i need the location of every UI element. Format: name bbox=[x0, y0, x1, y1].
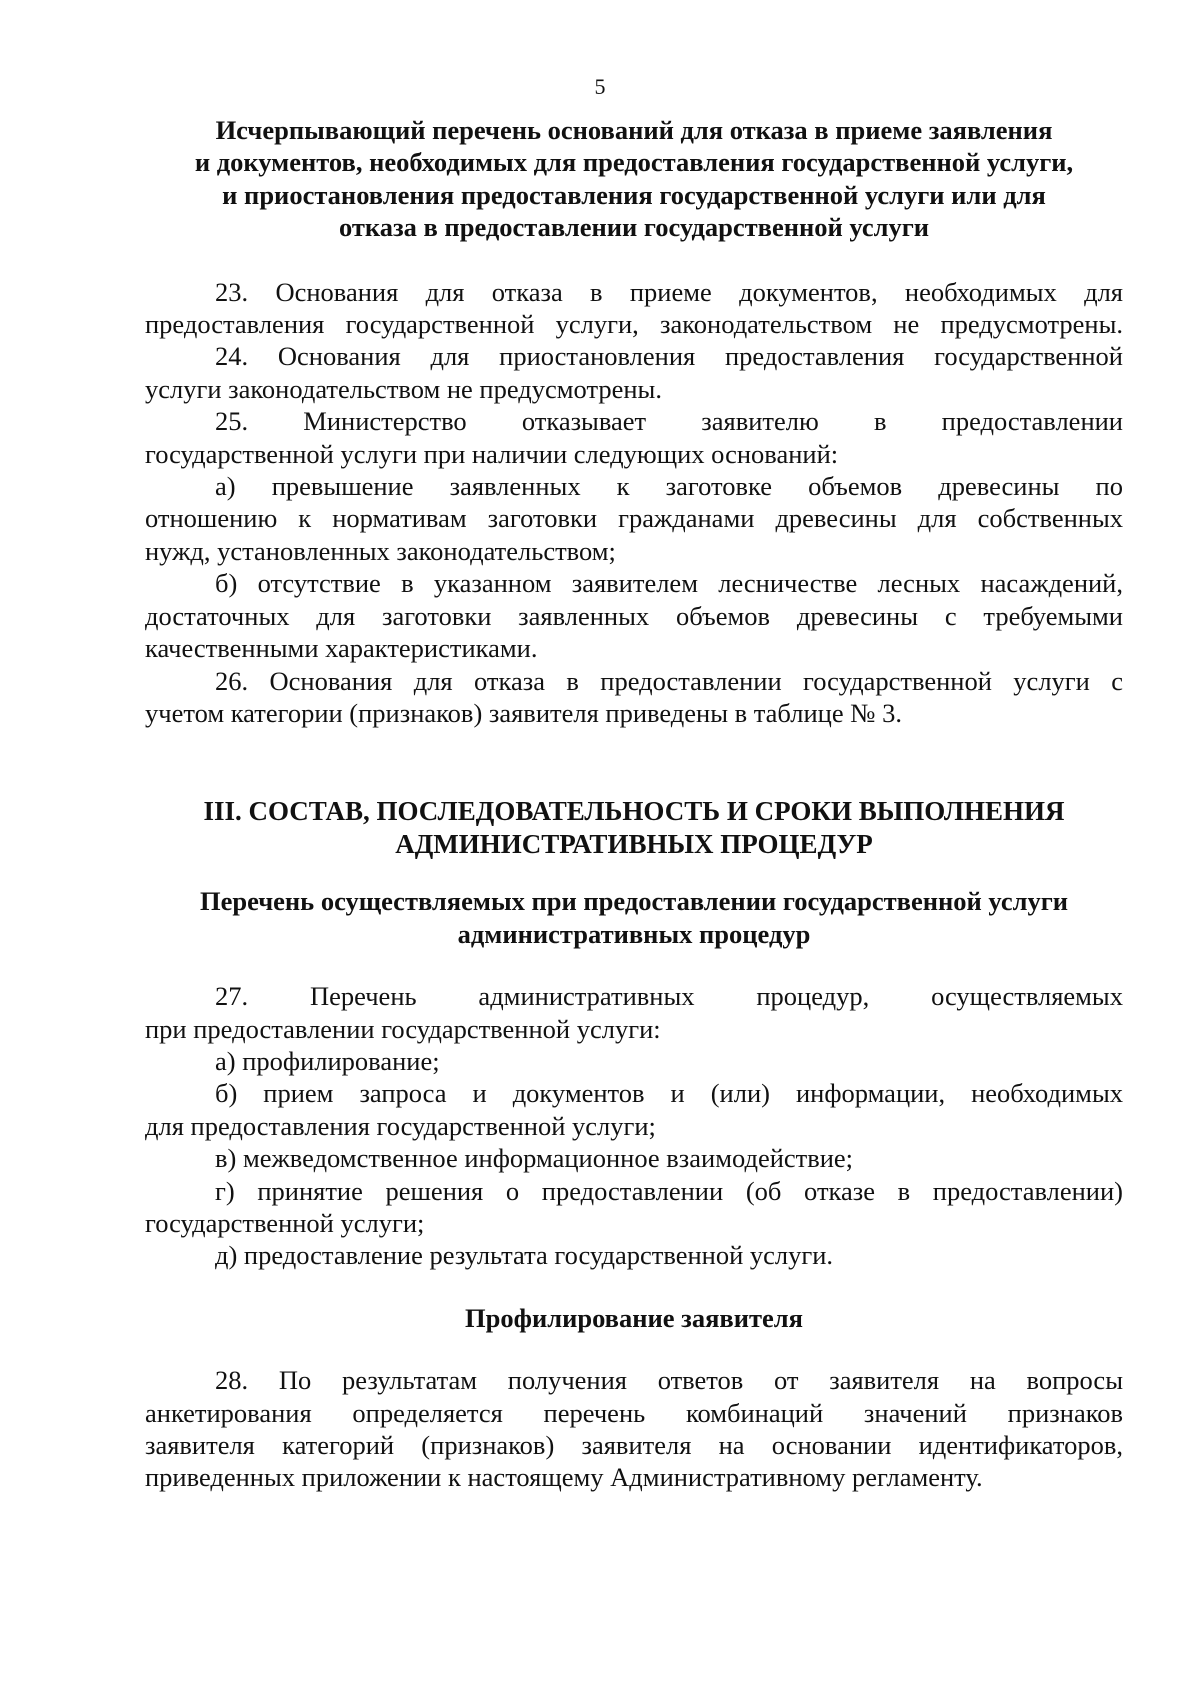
text-line: нужд, установленных законодательством; bbox=[145, 535, 616, 566]
heading-line: административных процедур bbox=[457, 918, 811, 949]
text-line: отношению к нормативам заготовки гражданами древесины для собственных bbox=[145, 503, 1123, 534]
text-line: при предоставлении государственной услуги: bbox=[145, 1013, 661, 1044]
text-line: 28. По результатам получения ответов от заявителя на вопросы bbox=[215, 1365, 1123, 1396]
text-line: государственной услуги; bbox=[145, 1207, 425, 1238]
section-title-line: АДМИНИСТРАТИВНЫХ ПРОЦЕДУР bbox=[395, 829, 873, 860]
text-line: в) межведомственное информационное взаимодействие; bbox=[215, 1143, 854, 1174]
text-line: достаточных для заготовки заявленных объемов древесины с требуемыми bbox=[145, 600, 1123, 631]
text-line: анкетирования определяется перечень комбинаций значений признаков bbox=[145, 1397, 1123, 1428]
heading-procedures-list bbox=[145, 885, 1123, 950]
text-line: д) предоставление результата государственной услуги. bbox=[215, 1240, 834, 1271]
heading-profiling: Профилирование заявителя bbox=[465, 1302, 803, 1333]
text-line: приведенных приложении к настоящему Административному регламенту. bbox=[145, 1462, 983, 1493]
text-line: качественными характеристиками. bbox=[145, 633, 538, 664]
text-line: б) прием запроса и документов и (или) информации, необходимых bbox=[215, 1078, 1123, 1109]
paragraph-27 bbox=[145, 980, 1123, 1272]
heading-refusal-grounds bbox=[145, 114, 1123, 244]
text-line: для предоставления государственной услуги; bbox=[145, 1110, 656, 1141]
heading-line: и документов, необходимых для предоставления государственной услуги, bbox=[194, 147, 1074, 178]
text-line: г) принятие решения о предоставлении (об отказе в предоставлении) bbox=[215, 1175, 1123, 1206]
text-line: предоставления государственной услуги, законодательством не предусмотрены. bbox=[145, 309, 1123, 340]
text-line: 25. Министерство отказывает заявителю в предоставлении bbox=[215, 406, 1123, 437]
heading-line: и приостановления предоставления государственной услуги или для bbox=[222, 179, 1046, 210]
paragraphs-23-26 bbox=[145, 276, 1123, 730]
section-title-iii bbox=[145, 795, 1123, 861]
text-line: а) превышение заявленных к заготовке объемов древесины по bbox=[215, 471, 1123, 502]
text-line: а) профилирование; bbox=[215, 1045, 440, 1076]
text-line: б) отсутствие в указанном заявителем лесничестве лесных насаждений, bbox=[215, 568, 1123, 599]
section-title-line: III. СОСТАВ, ПОСЛЕДОВАТЕЛЬНОСТЬ И СРОКИ ВЫПОЛНЕНИЯ bbox=[203, 796, 1065, 827]
text-line: государственной услуги при наличии следующих оснований: bbox=[145, 438, 839, 469]
paragraph-28 bbox=[145, 1364, 1123, 1494]
text-line: услуги законодательством не предусмотрены. bbox=[145, 373, 662, 404]
heading-line: Исчерпывающий перечень оснований для отказа в приеме заявления bbox=[215, 115, 1053, 145]
page-number: 5 bbox=[594, 74, 606, 99]
text-line: 24. Основания для приостановления предоставления государственной bbox=[215, 341, 1123, 372]
heading-line: отказа в предоставлении государственной услуги bbox=[338, 212, 930, 243]
document-body bbox=[145, 114, 1123, 1494]
text-line: заявителя категорий (признаков) заявителя на основании идентификаторов, bbox=[145, 1430, 1123, 1460]
text-line: учетом категории (признаков) заявителя приведены в таблице № 3. bbox=[145, 697, 903, 728]
text-line: 26. Основания для отказа в предоставлении государственной услуги с bbox=[215, 665, 1123, 696]
text-line: 27. Перечень административных процедур, осуществляемых bbox=[215, 981, 1123, 1012]
text-line: 23. Основания для отказа в приеме документов, необходимых для bbox=[215, 276, 1123, 307]
heading-line: Перечень осуществляемых при предоставлении государственной услуги bbox=[199, 886, 1069, 917]
